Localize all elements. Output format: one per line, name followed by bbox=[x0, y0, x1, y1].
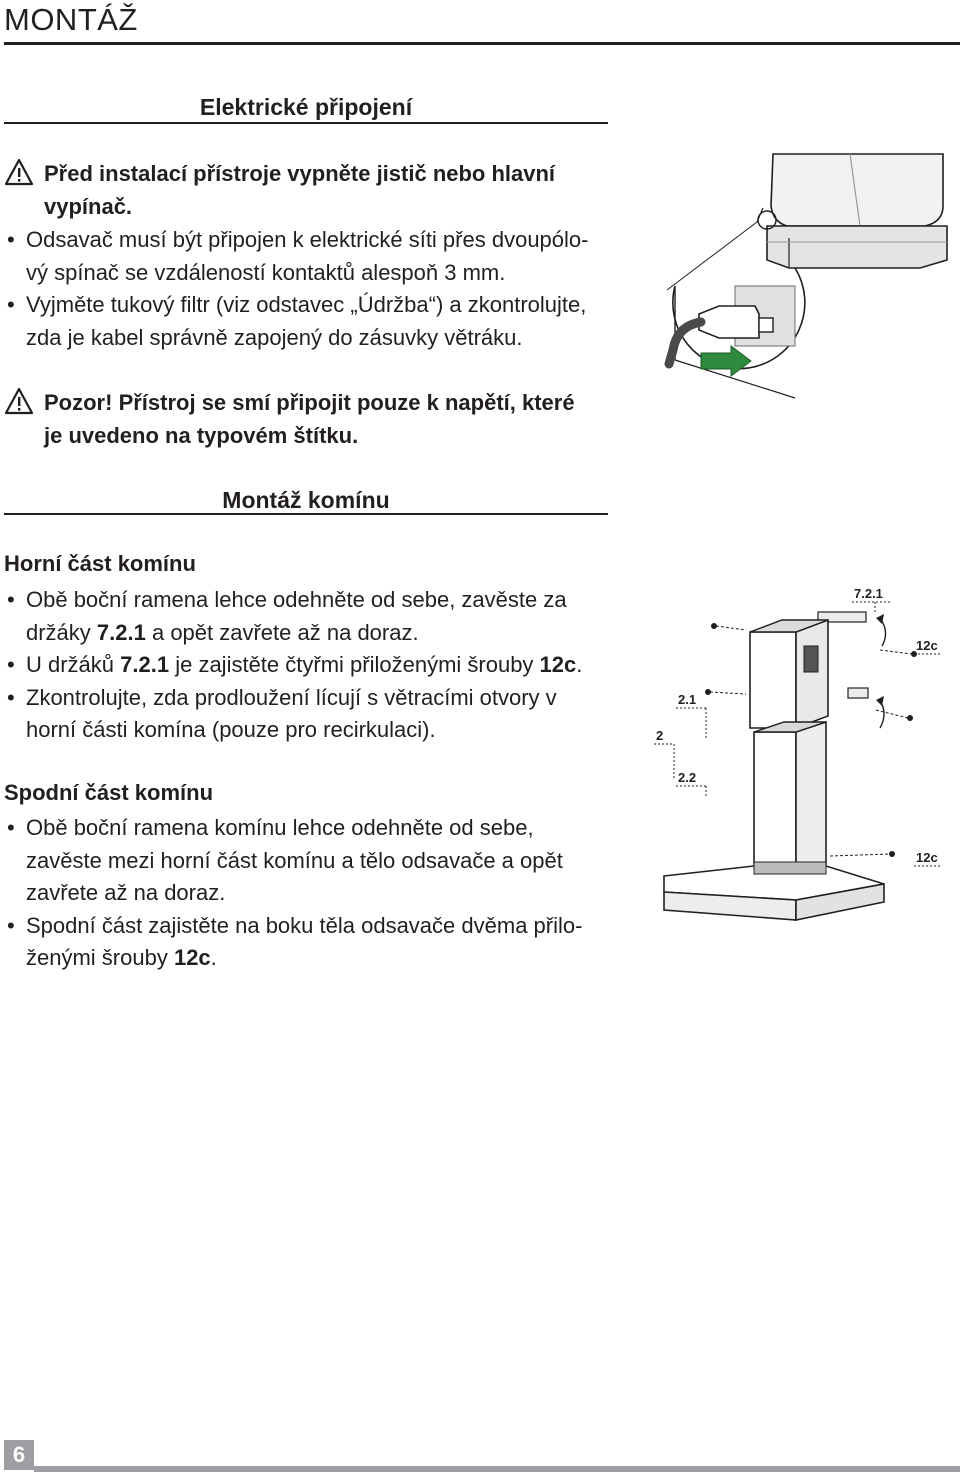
list-item: • Zkontrolujte, zda prodloužení lícují s větracími otvory v horní části komína (pouze pro recirkulaci). bbox=[4, 682, 604, 747]
label-7-2-1: 7.2.1 bbox=[854, 586, 883, 601]
page-title: MONTÁŽ bbox=[4, 2, 138, 37]
list-item-text: U držáků bbox=[26, 652, 121, 678]
subheading-upper-chimney: Horní část komínu bbox=[4, 551, 196, 576]
list-item-text: Spodní část zajistěte na boku těla odsavače dvěma přilo-ženými šrouby bbox=[26, 912, 583, 971]
list-item-text: a opět zavřete až na doraz. bbox=[145, 619, 419, 645]
list-item: • Vyjměte tukový filtr (viz odstavec „Údržba“) a zkontrolujte, zda je kabel správně zapojený do zásuvky větráku. bbox=[4, 289, 604, 354]
subheading-lower-chimney: Spodní část komínu bbox=[4, 780, 214, 805]
list-item: • Obě boční ramena komínu lehce odehněte od sebe, zavěste mezi horní část komínu a tělo odsavače a opět zavřete až na doraz. bbox=[4, 812, 604, 910]
footer-bar bbox=[34, 1466, 960, 1472]
figure-cable-connection bbox=[655, 150, 955, 400]
section-heading-chimney: Montáž komínu bbox=[222, 487, 390, 513]
label-12c-upper: 12c bbox=[916, 638, 938, 653]
list-item-text: . bbox=[210, 945, 217, 971]
list-item-text: . bbox=[576, 652, 583, 678]
part-ref: 7.2.1 bbox=[96, 619, 146, 645]
title-rule bbox=[4, 42, 960, 45]
list-item bbox=[4, 584, 604, 649]
warning-block-power-off bbox=[4, 158, 604, 223]
upper-chimney-bullet-list bbox=[4, 584, 604, 747]
electrical-bullet-list bbox=[4, 224, 604, 354]
part-ref: 12c bbox=[173, 945, 211, 971]
lower-chimney-bullet-list bbox=[4, 812, 604, 975]
label-2: 2 bbox=[656, 728, 664, 743]
warning-body: Přístroj se smí připojit pouze k napětí, které je uvedeno na typovém štítku. bbox=[44, 390, 575, 448]
label-2-2: 2.2 bbox=[678, 770, 697, 785]
label-12c-lower: 12c bbox=[916, 850, 938, 865]
part-ref: 12c bbox=[539, 652, 577, 678]
list-item: • Odsavač musí být připojen k elektrické síti přes dvoupólo-vý spínač se vzdáleností kontaktů alespoň 3 mm. bbox=[4, 224, 604, 289]
list-item-text: Obě boční ramena lehce odehněte od sebe, zavěste za držáky bbox=[26, 587, 567, 645]
warning-triangle-icon bbox=[4, 158, 44, 223]
warning-text: Před instalací přístroje vypněte jistič nebo hlavní vypínač. bbox=[44, 161, 556, 219]
section-rule bbox=[4, 513, 608, 515]
warning-block-voltage bbox=[4, 387, 604, 452]
list-item-text: je zajistěte čtyřmi přiloženými šrouby bbox=[169, 652, 540, 678]
section-rule bbox=[4, 122, 608, 124]
warning-lead: Pozor! bbox=[44, 390, 113, 415]
warning-text bbox=[44, 387, 594, 452]
warning-triangle-icon bbox=[4, 387, 44, 452]
label-2-1: 2.1 bbox=[678, 692, 697, 707]
section-heading-electrical: Elektrické připojení bbox=[199, 94, 413, 120]
list-item bbox=[4, 910, 604, 975]
list-item bbox=[4, 649, 604, 682]
page-number: 6 bbox=[4, 1440, 34, 1470]
part-ref: 7.2.1 bbox=[120, 652, 170, 678]
figure-chimney-assembly bbox=[650, 580, 950, 940]
